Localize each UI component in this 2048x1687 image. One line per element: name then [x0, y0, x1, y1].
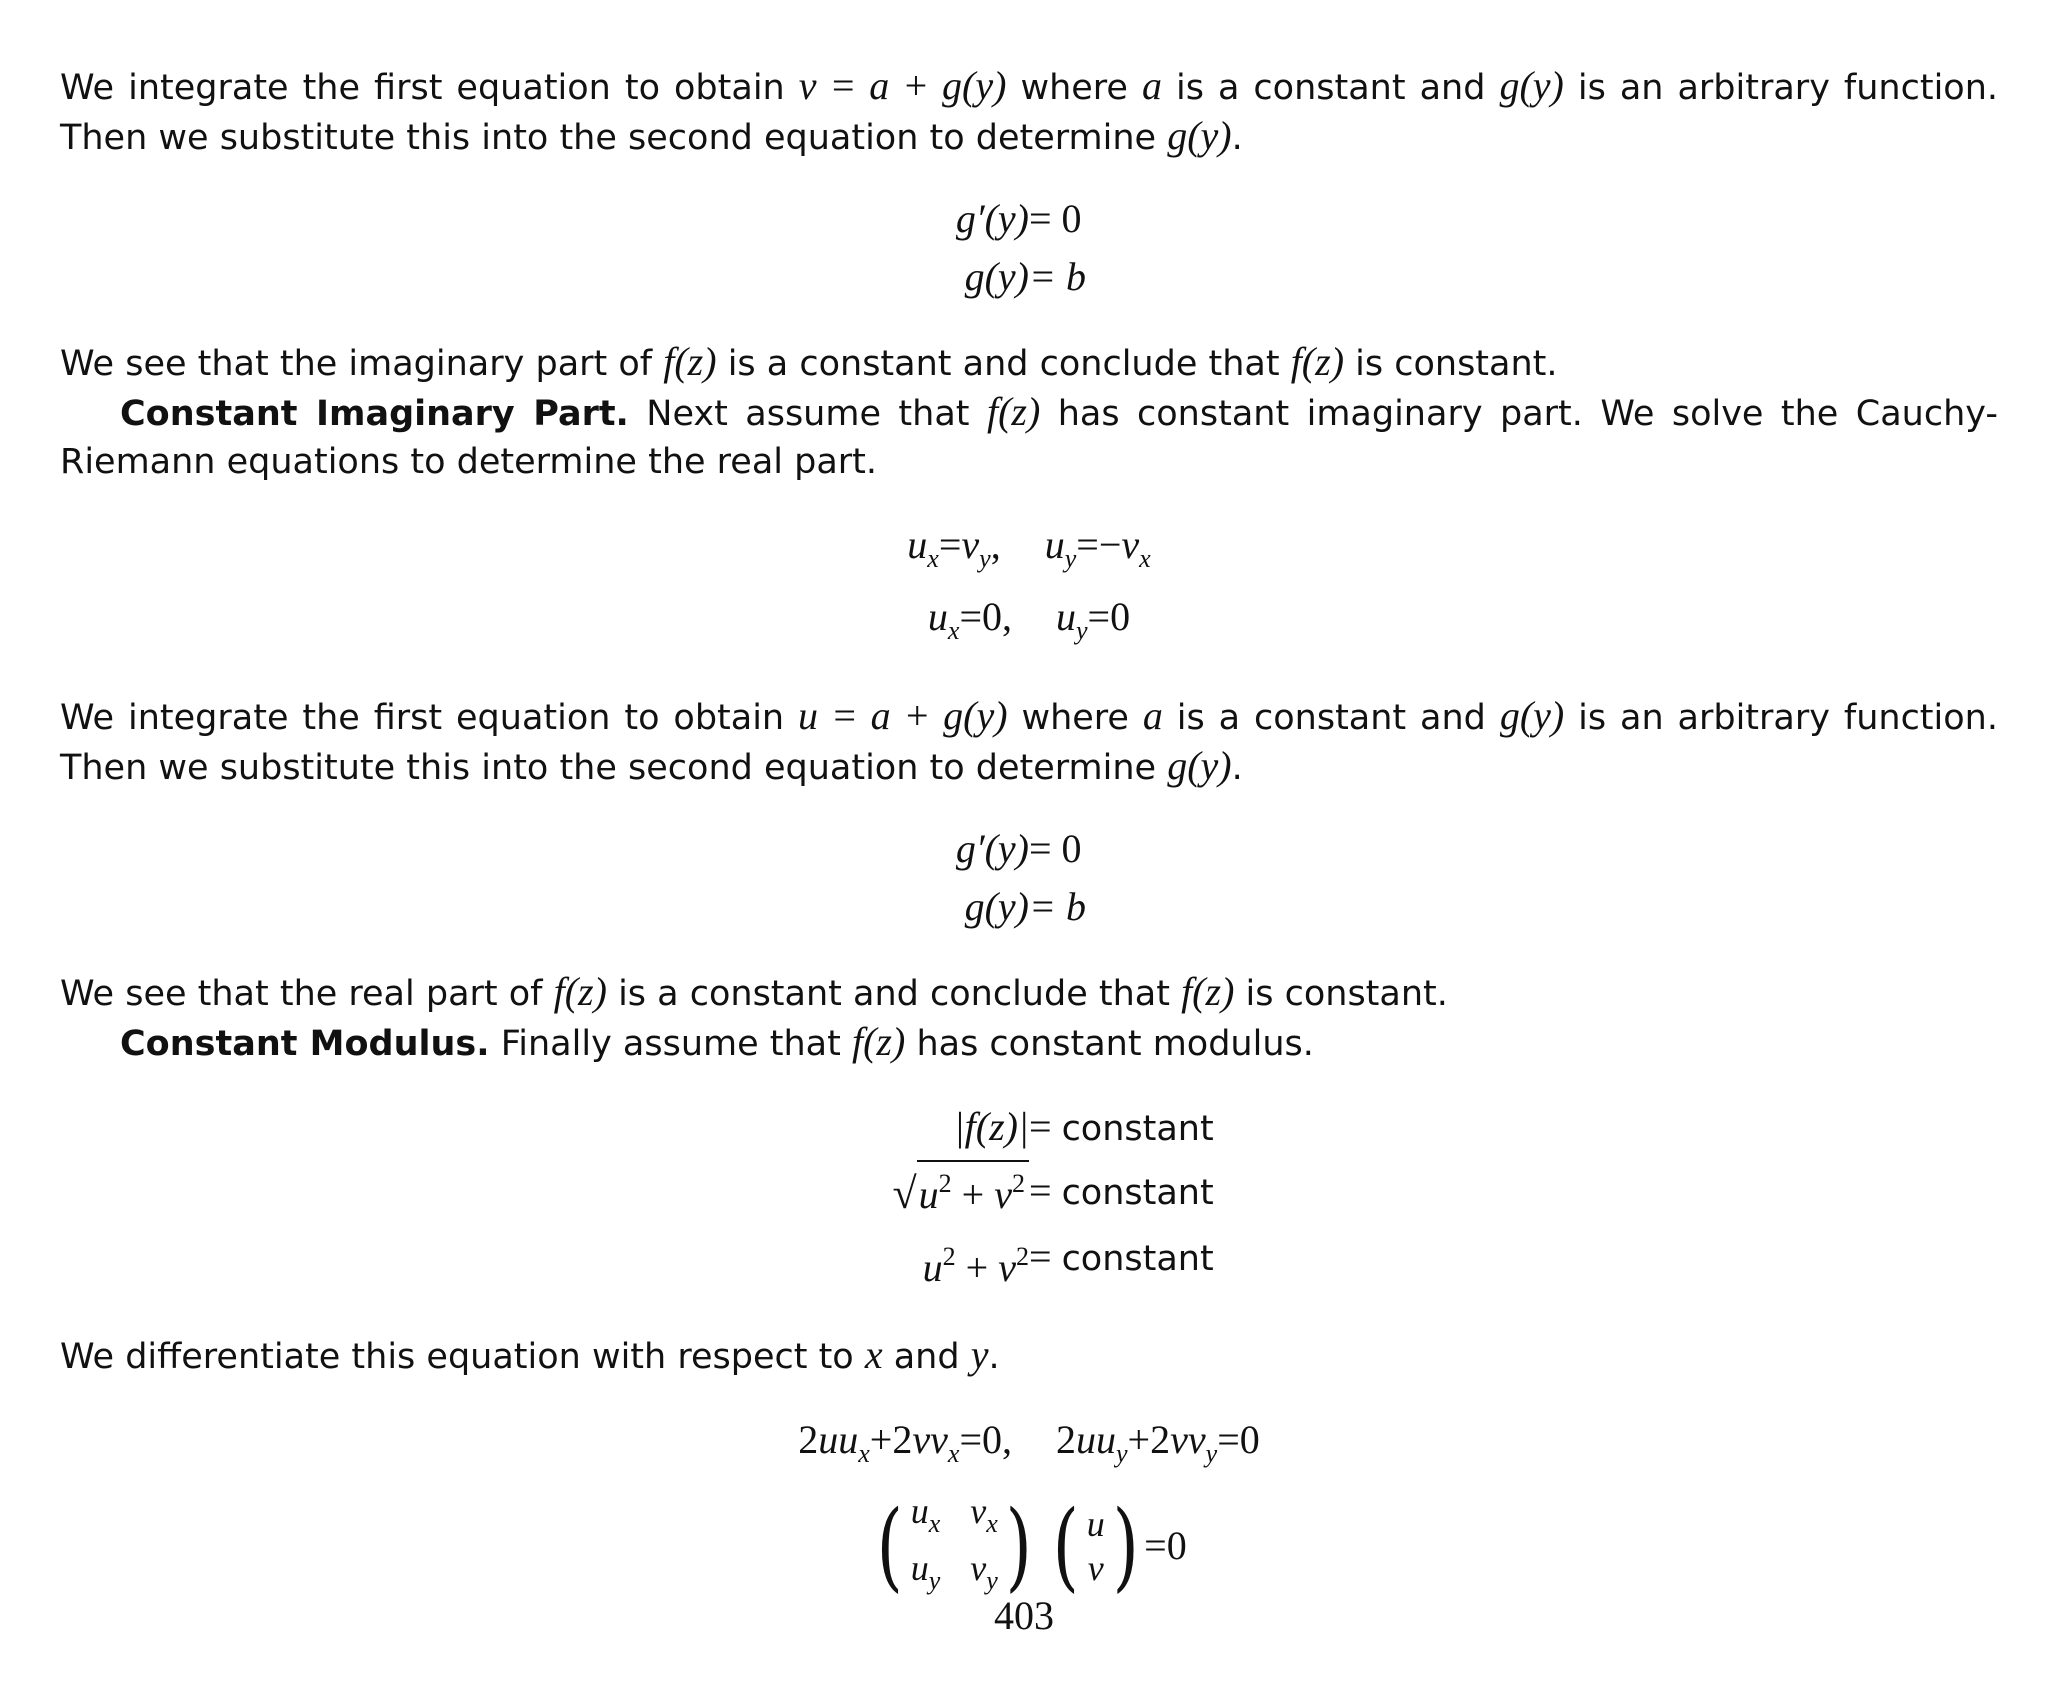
math-inline: g(y): [1499, 63, 1564, 108]
equation-rhs: = 0: [1029, 196, 1082, 241]
equals: =: [1144, 1523, 1167, 1568]
spacer: [1012, 1411, 1056, 1483]
subscript: y: [986, 1566, 998, 1595]
zero: 0: [1110, 594, 1131, 639]
document-page: [60, 62, 1998, 1635]
math-v-y: [961, 516, 990, 588]
term-v-vy: [1170, 1411, 1217, 1483]
text: is a constant and conclude that: [716, 344, 1291, 384]
subscript: y: [979, 544, 991, 573]
math-inline: f(z): [986, 389, 1041, 434]
math-inline: g(y): [1167, 113, 1232, 158]
equation-lhs: g(y): [964, 254, 1029, 299]
equation-lhs: g(y): [964, 884, 1029, 929]
var: u: [838, 1417, 859, 1462]
var: u: [818, 1417, 839, 1462]
text: is an arbitrary function. Then we substitute this into the second equation to determine: [60, 698, 1998, 788]
subscript: x: [927, 544, 939, 573]
vector-uv: [1085, 1502, 1107, 1590]
var: v: [961, 522, 980, 567]
text: .: [988, 1337, 1000, 1377]
math-u-x: [928, 588, 960, 660]
text: We integrate the first equation to obtain: [60, 698, 799, 738]
equals: =: [938, 522, 962, 567]
text: has constant imaginary part. We solve the Cauchy-Riemann equations to determine the real part.: [60, 394, 1998, 482]
var: v: [1187, 1417, 1206, 1462]
zero: 0: [1166, 1523, 1187, 1568]
display-equation-modulus: [60, 1096, 1998, 1299]
coefficient: 2: [798, 1417, 819, 1462]
comma: ,: [1002, 594, 1012, 639]
var: u: [910, 1491, 929, 1531]
text: Finally assume that: [489, 1024, 852, 1064]
vector-cell-v: v: [1087, 1548, 1104, 1588]
subscript: x: [947, 1439, 960, 1468]
var: u: [1076, 1417, 1096, 1462]
subscript: x: [1139, 544, 1151, 573]
text: We integrate the first equation to obtain: [60, 68, 799, 108]
plus: +: [869, 1417, 893, 1462]
text: has constant modulus.: [905, 1024, 1314, 1064]
zero: 0: [982, 1417, 1002, 1462]
display-equation-cauchy-riemann: [60, 516, 1998, 660]
spacer: [1001, 516, 1045, 588]
text: .: [1231, 118, 1243, 158]
section-heading: Constant Imaginary Part.: [120, 394, 629, 434]
text: Next assume that: [628, 394, 987, 434]
superscript: 2: [942, 1242, 956, 1271]
var: v: [1121, 522, 1140, 567]
subscript: y: [928, 1566, 941, 1595]
equation-lhs: g′(y): [955, 826, 1029, 871]
plus: +: [955, 1245, 999, 1290]
math-v-x: [1121, 516, 1150, 588]
plus: +: [951, 1172, 995, 1217]
display-equation-g-prime-2: [60, 820, 1998, 936]
math-inline: x: [864, 1332, 883, 1377]
equation-line: [60, 190, 1998, 248]
comma: ,: [1002, 1417, 1012, 1462]
math-inline: f(z): [663, 339, 717, 384]
equals: =: [959, 1417, 982, 1462]
zero: 0: [1239, 1417, 1260, 1462]
coefficient: 2: [1150, 1417, 1171, 1462]
radical-sign: √: [892, 1169, 917, 1218]
left-paren: (: [876, 1490, 904, 1602]
math-inline: v = a + g(y): [798, 63, 1007, 108]
paragraph-constant-imaginary-part: [60, 388, 1998, 486]
subscript: x: [928, 1509, 941, 1538]
var: v: [1170, 1417, 1188, 1462]
radicand: [917, 1160, 1029, 1217]
text: is constant.: [1344, 344, 1558, 384]
text: is a constant and conclude that: [606, 974, 1182, 1014]
paragraph-differentiate: [60, 1331, 1998, 1381]
sqrt-expression: [784, 1160, 1029, 1226]
var: u: [1096, 1417, 1116, 1462]
constant-word: constant: [1061, 1109, 1214, 1149]
var: v: [998, 1245, 1016, 1290]
equals: =: [1217, 1417, 1240, 1462]
math-inline: f(z): [1181, 969, 1235, 1014]
paragraph-real-conclusion: [60, 968, 1998, 1018]
equation-line: [60, 1411, 1998, 1483]
var: v: [912, 1417, 931, 1462]
superscript: 2: [938, 1169, 952, 1198]
equation-lhs: g′(y): [955, 196, 1029, 241]
equals: =: [1029, 1234, 1062, 1279]
matrix-cell-vx: [970, 1489, 998, 1546]
var: u: [1056, 594, 1076, 639]
subscript: y: [1076, 616, 1088, 645]
paragraph-constant-modulus: [60, 1018, 1998, 1068]
equals: =: [1087, 594, 1111, 639]
var: u: [922, 1245, 943, 1290]
comma: ,: [990, 522, 1001, 567]
math-inline: y: [970, 1332, 989, 1377]
page-number: 403: [994, 1593, 1054, 1638]
term-u-uy: [1076, 1411, 1128, 1483]
var: v: [970, 1491, 987, 1531]
subscript: x: [947, 616, 960, 645]
text: .: [1231, 748, 1243, 788]
equals: =: [1029, 1104, 1062, 1149]
superscript: 2: [1016, 1242, 1029, 1271]
math-inline: f(z): [553, 969, 607, 1014]
subscript: y: [1116, 1439, 1128, 1468]
right-paren: ): [1005, 1490, 1032, 1602]
var: u: [927, 594, 948, 639]
equation-line: [60, 588, 1998, 660]
section-heading: Constant Modulus.: [120, 1024, 490, 1064]
math-inline: u = a + g(y): [798, 693, 1008, 738]
coefficient: 2: [892, 1417, 913, 1462]
paragraph-integrate-v: [60, 62, 1998, 162]
spacer: [1012, 588, 1056, 660]
equation-line: [60, 1226, 1998, 1299]
subscript: x: [986, 1509, 998, 1538]
equation-lhs: |f(z)|: [953, 1104, 1029, 1149]
var: v: [970, 1548, 987, 1588]
var: u: [918, 1172, 939, 1217]
math-inline: a: [1141, 63, 1162, 108]
jacobian-matrix: [909, 1489, 1000, 1603]
math-inline: f(z): [1290, 339, 1345, 384]
equation-rhs: = b: [1029, 884, 1086, 929]
text: We see that the real part of: [60, 974, 554, 1014]
math-u-y: [1045, 516, 1077, 588]
subscript: x: [858, 1439, 870, 1468]
text: We differentiate this equation with respect to: [60, 1337, 865, 1377]
paragraph-imaginary-conclusion: [60, 338, 1998, 388]
vector-cell-u: u: [1086, 1504, 1105, 1544]
text: is a constant and: [1161, 68, 1500, 108]
matrix-equation: [60, 1489, 1998, 1603]
math-inline: g(y): [1499, 693, 1565, 738]
minus: −: [1098, 522, 1122, 567]
term-u-ux: [818, 1411, 870, 1483]
coefficient: 2: [1056, 1417, 1076, 1462]
var: u: [907, 522, 928, 567]
text: and: [882, 1337, 971, 1377]
text: is a constant and: [1162, 698, 1500, 738]
superscript: 2: [1012, 1169, 1025, 1198]
equation-line: [60, 1160, 1998, 1226]
zero: 0: [982, 594, 1002, 639]
constant-word: constant: [1061, 1173, 1214, 1213]
display-equation-g-prime: [60, 190, 1998, 306]
math-u-x: [907, 516, 939, 588]
math-inline: a: [1142, 693, 1163, 738]
left-paren: (: [1052, 1490, 1080, 1602]
var: u: [910, 1548, 929, 1588]
subscript: y: [1064, 544, 1077, 573]
equals: =: [959, 594, 982, 639]
equation-rhs: = b: [1029, 254, 1086, 299]
var: v: [930, 1417, 948, 1462]
text: We see that the imaginary part of: [60, 344, 664, 384]
constant-word: constant: [1061, 1239, 1214, 1279]
equation-line: [60, 516, 1998, 588]
subscript: y: [1205, 1439, 1218, 1468]
equation-rhs: = 0: [1029, 826, 1082, 871]
display-equation-derivatives: [60, 1411, 1998, 1603]
sum-of-squares: [784, 1226, 1029, 1299]
math-inline: g(y): [1167, 743, 1232, 788]
paragraph-integrate-u: [60, 692, 1998, 792]
plus: +: [1127, 1417, 1151, 1462]
math-u-y: [1056, 588, 1088, 660]
equation-line: [60, 820, 1998, 878]
equals: =: [1076, 522, 1099, 567]
math-inline: f(z): [851, 1019, 906, 1064]
equation-line: [60, 248, 1998, 306]
equation-line: [60, 878, 1998, 936]
right-paren: ): [1112, 1490, 1139, 1602]
var: v: [994, 1172, 1012, 1217]
text: is constant.: [1234, 974, 1448, 1014]
term-v-vx: [912, 1411, 959, 1483]
text: where: [1007, 698, 1143, 738]
text: is an arbitrary function. Then we substitute this into the second equation to determine: [60, 68, 1999, 158]
var: u: [1044, 522, 1065, 567]
text: where: [1006, 68, 1142, 108]
equals: =: [1029, 1168, 1062, 1213]
equation-line: [60, 1096, 1998, 1160]
matrix-cell-ux: [911, 1489, 941, 1546]
